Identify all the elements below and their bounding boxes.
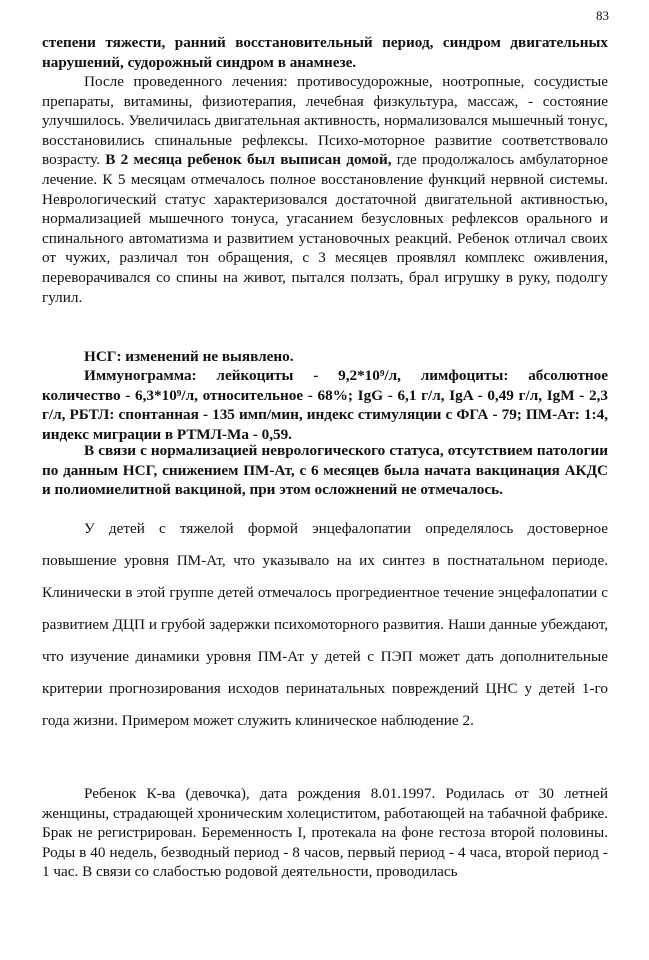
paragraph-nsg xyxy=(42,347,608,367)
paragraph-1-text: степени тяжести, ранний восстановительный период, синдром двигательных нарушений, судорожный синдром в анамнезе. xyxy=(42,34,608,71)
paragraph-case-2 xyxy=(42,784,608,882)
paragraph-vaccination xyxy=(42,441,608,500)
paragraph-diagnosis-end xyxy=(42,33,608,72)
paragraph-2-part-a: После проведенного лечения: противосудорожные, ноотропные, сосудистые препараты, витамины, физиотерапия, лечебная физкультура, массаж, - состояние улучшилось. Увеличилась двигательная активность, нормализовался мышечный тонус, восстановились спинальные рефлексы. Психо-моторное развитие соответствовало возрасту. xyxy=(42,73,608,169)
paragraph-7: Ребенок К-ва (девочка), дата рождения 8.01.1997. Родилась от 30 летней женщины, страдающей хроническим холециститом, работающей на табачной фабрике. Брак не регистрирован. Беременность I, протекала на фоне гестоза второй половины. Роды в 40 недель, безводный период - 8 часов, первый период - 4 часа, второй период - 1 час. В связи со слабостью родовой деятельности, проводилась xyxy=(42,785,608,881)
paragraph-treatment xyxy=(42,72,608,307)
paragraph-severe-group xyxy=(42,513,608,737)
paragraph-2-part-b: В 2 месяца ребенок был выписан домой, xyxy=(105,151,392,169)
paragraph-6: У детей с тяжелой формой энцефалопатии определялось достоверное повышение уровня ПМ-Ат, что указывало на их синтез в постнатальном периоде. Клинически в этой группе детей отмечалось прогредиентное течение энцефалопатии с развитием ДЦП и грубой задержки психомоторного развития. Наши данные убеждают, что изучение динамики уровня ПМ-Ат у детей с ПЭП может дать дополнительные критерии прогнозирования исходов перинатальных повреждений ЦНС у детей 1-го года жизни. Примером может служить клиническое наблюдение 2. xyxy=(42,520,608,729)
paragraph-2-part-c: где продолжалось амбулаторное лечение. К 5 месяцам отмечалось полное восстановление функций нервной системы. Неврологический статус характеризовался достаточной двигательной активностью, нормализацией мышечного тонуса, угасанием безусловных рефлексов орального и спинального автоматизма и развитием установочных реакций. Ребенок отличал своих от чужих, различал тон обращения, с 3 месяцев проявлял комплекс оживления, переворачивался со спины на живот, пытался ползать, брал игрушку в руку, подолгу гулил. xyxy=(42,151,609,306)
paragraph-3: НСГ: изменений не выявлено. xyxy=(84,348,294,365)
page-number: 83 xyxy=(596,8,609,23)
paragraph-5: В связи с нормализацией неврологического статуса, отсутствием патологии по данным НСГ, снижением ПМ-Ат, с 6 месяцев была начата вакцинация АКДС и полиомиелитной вакциной, при этом осложнений не отмечалось. xyxy=(42,442,608,499)
paragraph-4: Иммунограмма: лейкоциты - 9,2*10⁹/л, лимфоциты: абсолютное количество - 6,3*10⁹/л, относительное - 68%; IgG - 6,1 г/л, IgA - 0,49 г/л, IgM - 2,3 г/л, РБТЛ: спонтанная - 135 имп/мин, индекс стимуляции с ФГА - 79; ПМ-Ат: 1:4, индекс миграции в РТМЛ-Ма - 0,59. xyxy=(42,367,608,443)
paragraph-2 xyxy=(42,72,608,307)
paragraph-immunogram xyxy=(42,366,608,444)
